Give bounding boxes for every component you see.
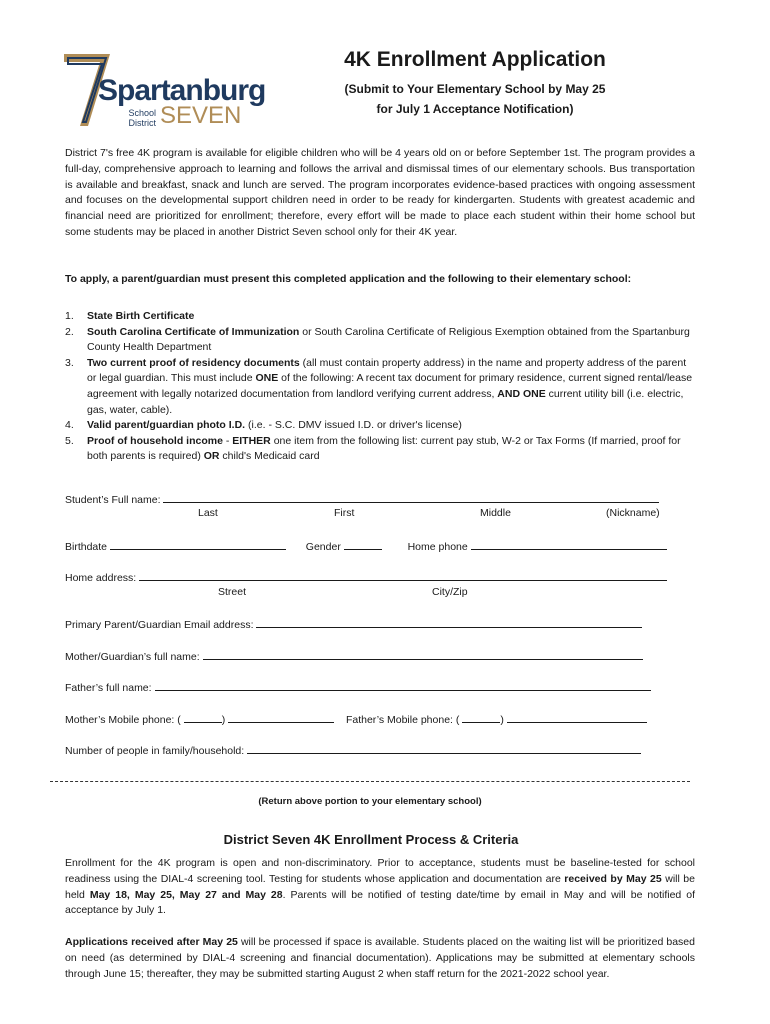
- sub-label-city-zip: City/Zip: [432, 586, 468, 598]
- student-name-row: [65, 492, 659, 506]
- student-name-field[interactable]: [163, 492, 659, 503]
- mother-phone-label: Mother’s Mobile phone: (: [65, 714, 181, 726]
- email-field[interactable]: [256, 617, 642, 628]
- logo-school-district: School District: [128, 108, 156, 128]
- subtitle-line-2: for July 1 Acceptance Notification): [376, 102, 574, 116]
- district-logo: [62, 50, 266, 130]
- process-paragraph-1: Enrollment for the 4K program is open and non-discriminatory. Prior to acceptance, students must be baseline-tested for school readiness using the DIAL-4 screening tool. Testing for students whose application and documentation are received by May 25 will be held May 18, May 25, May 27 and May 28. Parents will be notified of testing date/time by email in May and will be notified of acceptance by July 1.: [65, 857, 695, 917]
- list-item: 3. Two current proof of residency documents (all must contain property address) in the name and property address of the parent or legal guardian. This must include ONE of the following: A recent tax document for primary residence, current signed rental/lease agreement with legally notarized documentation from landlord verifying current address, AND ONE current utility bill (i.e. electric, gas, water, cable).: [65, 356, 693, 416]
- birthdate-field[interactable]: [110, 539, 286, 550]
- page-subtitle: [290, 79, 660, 119]
- father-area-code-field[interactable]: [462, 712, 500, 723]
- student-name-label: Student’s Full name:: [65, 494, 161, 506]
- home-address-label: Home address:: [65, 572, 137, 584]
- home-phone-label: Home phone: [407, 541, 468, 553]
- intro-paragraph: District 7's free 4K program is available for eligible children who will be 4 years old on or before September 1st. The program provides a full-day, comprehensive approach to learning and follows the arrival and dismissal times of our elementary schools. Bus transportation is available and breakfast, snack and lunch are served. The program incorporates evidence-based practices with ongoing assessment and focuses on the developmental support children need in order to be ready for kindergarten. Students with greatest academic and financial need are prioritized for enrollment; therefore, every effort will be made to place each student within their home school but some students may be placed in another District Seven school only for their 4K year.: [65, 147, 695, 238]
- page-title: 4K Enrollment Application: [344, 48, 606, 71]
- home-address-field[interactable]: [139, 570, 667, 581]
- home-phone-field[interactable]: [471, 539, 667, 550]
- cut-line-divider: [50, 781, 690, 782]
- sub-label-middle: Middle: [480, 507, 511, 519]
- instructions: To apply, a parent/guardian must present this completed application and the following to their elementary school:: [65, 273, 632, 285]
- email-label: Primary Parent/Guardian Email address:: [65, 619, 254, 631]
- sub-label-last: Last: [198, 507, 218, 519]
- home-address-row: [65, 570, 667, 584]
- father-name-field[interactable]: [155, 680, 651, 691]
- subtitle-line-1: (Submit to Your Elementary School by May 25: [344, 82, 606, 96]
- father-phone-field[interactable]: [507, 712, 647, 723]
- mother-phone-field[interactable]: [228, 712, 334, 723]
- gender-field[interactable]: [344, 539, 382, 550]
- email-row: [65, 617, 642, 631]
- household-label: Number of people in family/household:: [65, 745, 245, 757]
- father-name-row: [65, 680, 651, 694]
- birthdate-row: [65, 539, 667, 553]
- mother-name-field[interactable]: [203, 649, 643, 660]
- father-phone-label: Father’s Mobile phone: (: [345, 714, 460, 726]
- mother-name-label: Mother/Guardian’s full name:: [65, 651, 200, 663]
- logo-seven: SEVEN: [160, 102, 242, 129]
- list-item: 1. State Birth Certificate: [65, 310, 195, 322]
- mobile-phones-row: Mother’s Mobile phone: ( ) Father’s Mobile phone: ( ): [65, 712, 647, 726]
- list-item: 5. Proof of household income - EITHER one item from the following list: current pay stub, W-2 or Tax Forms (If married, proof for both parents is required) OR child's Medicaid card: [65, 434, 681, 463]
- sub-label-first: First: [334, 507, 355, 519]
- section-title: District Seven 4K Enrollment Process & Criteria: [223, 832, 519, 847]
- father-name-label: Father’s full name:: [65, 682, 152, 694]
- household-field[interactable]: [247, 743, 641, 754]
- return-note: (Return above portion to your elementary school): [258, 796, 482, 807]
- list-item: 2. South Carolina Certificate of Immunization or South Carolina Certificate of Religious Exemption obtained from the Spartanburg County Health Department: [65, 325, 690, 354]
- process-paragraph-2: Applications received after May 25 will be processed if space is available. Students placed on the waiting list will be prioritized based on need (as determined by DIAL-4 screening and financial documentation). Applications may be submitted at elementary schools through June 15; thereafter, they may be submitted starting August 2 when staff return for the 2021-2022 school year.: [65, 936, 695, 980]
- sub-label-street: Street: [218, 586, 247, 598]
- list-item: 4. Valid parent/guardian photo I.D. (i.e. - S.C. DMV issued I.D. or driver's license): [65, 419, 462, 432]
- logo-brand: Spartanburg: [98, 74, 266, 107]
- mother-name-row: [65, 649, 643, 663]
- gender-label: Gender: [305, 541, 341, 553]
- birthdate-label: Birthdate: [65, 541, 108, 553]
- requirements-list: [65, 309, 695, 465]
- mother-area-code-field[interactable]: [184, 712, 222, 723]
- sub-label-nickname: (Nickname): [606, 507, 660, 519]
- household-row: [65, 743, 641, 757]
